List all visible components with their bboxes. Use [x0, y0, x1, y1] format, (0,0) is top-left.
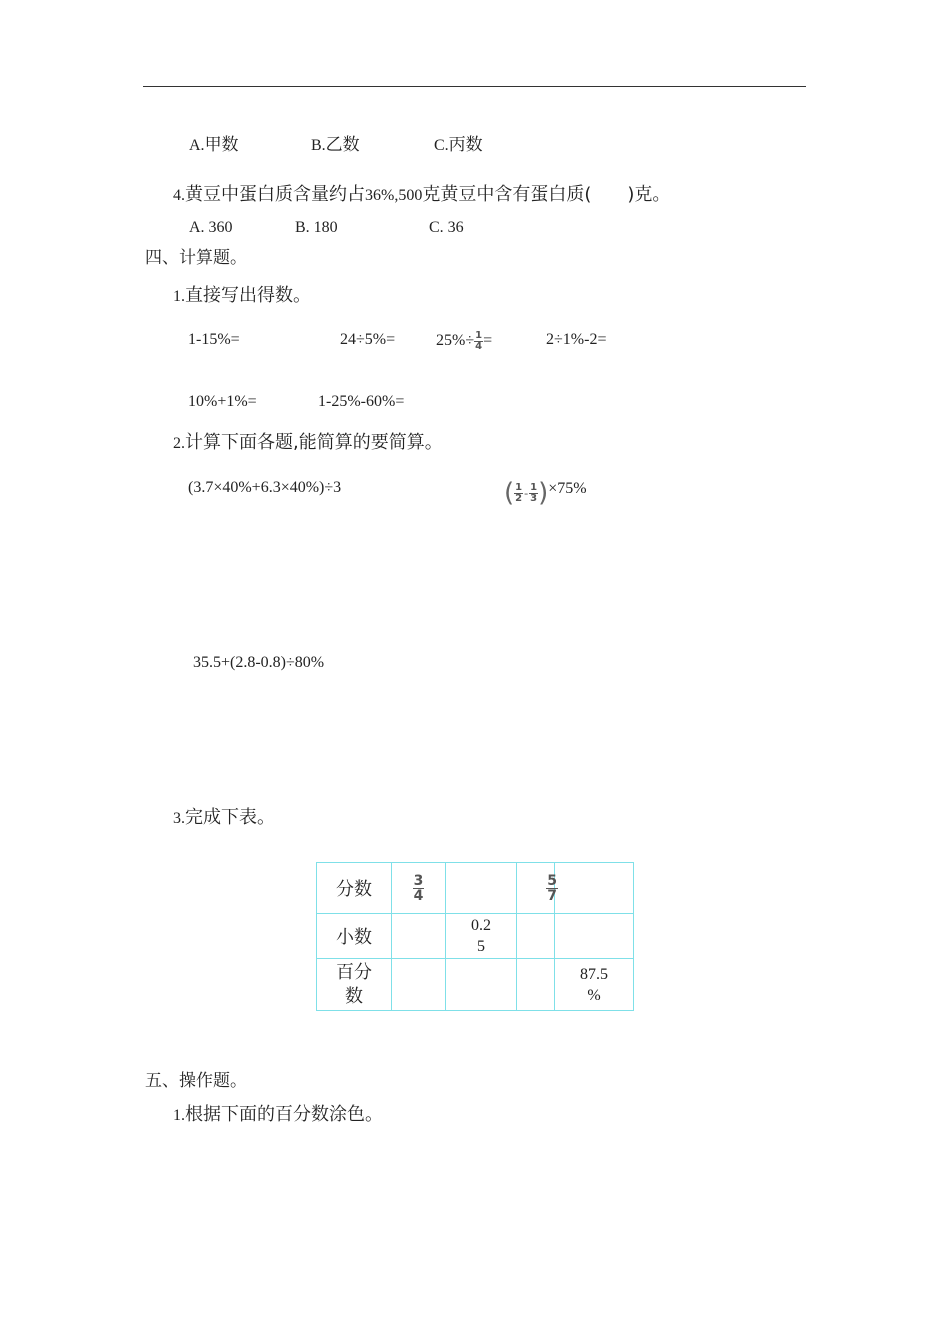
row-head-fraction: 分数: [317, 863, 392, 914]
cell-decimal-2: 0.2 5: [446, 914, 517, 959]
q4-option-b: B. 180: [295, 219, 338, 236]
cell-decimal-3: [517, 914, 555, 959]
fraction-one-quarter: $\frac{1}{4}$: [475, 330, 483, 352]
row-head-decimal: 小数: [317, 914, 392, 959]
fraction-one-third: $\frac{1}{3}$: [530, 481, 538, 504]
cell-percent-3: [517, 959, 555, 1011]
cell-decimal-4: [555, 914, 634, 959]
expr-1: 1-15%=: [188, 331, 240, 348]
expr-4: 2÷1%-2=: [546, 331, 607, 348]
question-4: 4.黄豆中蛋白质含量约占36%,500克黄豆中含有蛋白质( )克。: [173, 184, 671, 205]
cell-fraction-4: [555, 863, 634, 914]
expr-6: 1-25%-60%=: [318, 393, 405, 410]
expr-q2-1: (3.7×40%+6.3×40%)÷3: [188, 479, 342, 496]
section-4-title: 四、计算题。: [145, 248, 247, 267]
cell-percent-1: [392, 959, 446, 1011]
q4-option-a: A. 360: [189, 219, 233, 236]
cell-fraction-3: $\frac{5}{7}$: [517, 863, 555, 914]
expr-q2-3: 35.5+(2.8-0.8)÷80%: [193, 654, 325, 671]
section-5-title: 五、操作题。: [145, 1071, 247, 1090]
conversion-table: [316, 862, 634, 1011]
row-head-percent: 百分 数: [317, 959, 392, 1011]
header-rule: [143, 86, 806, 87]
calc-q2: 2.计算下面各题,能简算的要简算。: [173, 432, 443, 453]
option-a: A.甲数: [189, 135, 239, 155]
cell-decimal-1: [392, 914, 446, 959]
calc-q3: 3.完成下表。: [173, 807, 275, 828]
expr-5: 10%+1%=: [188, 393, 257, 410]
cell-percent-2: [446, 959, 517, 1011]
q4-option-c: C. 36: [429, 219, 464, 236]
cell-fraction-1: $\frac{3}{4}$: [392, 863, 446, 914]
cell-fraction-2: [446, 863, 517, 914]
option-b: B.乙数: [311, 135, 360, 155]
operation-q1: 1.根据下面的百分数涂色。: [173, 1104, 383, 1125]
cell-percent-4: 87.5 %: [555, 959, 634, 1011]
expr-q2-2: ( $\frac{1}{2}$ - $\frac{1}{3}$ )×75%: [504, 478, 587, 508]
calc-q1: 1.直接写出得数。: [173, 285, 311, 306]
expr-3: 25%÷ $\frac{1}{4}$ =: [436, 330, 493, 352]
expr-2: 24÷5%=: [340, 331, 396, 348]
fraction-one-half: $\frac{1}{2}$: [515, 481, 523, 504]
option-c: C.丙数: [434, 135, 483, 155]
